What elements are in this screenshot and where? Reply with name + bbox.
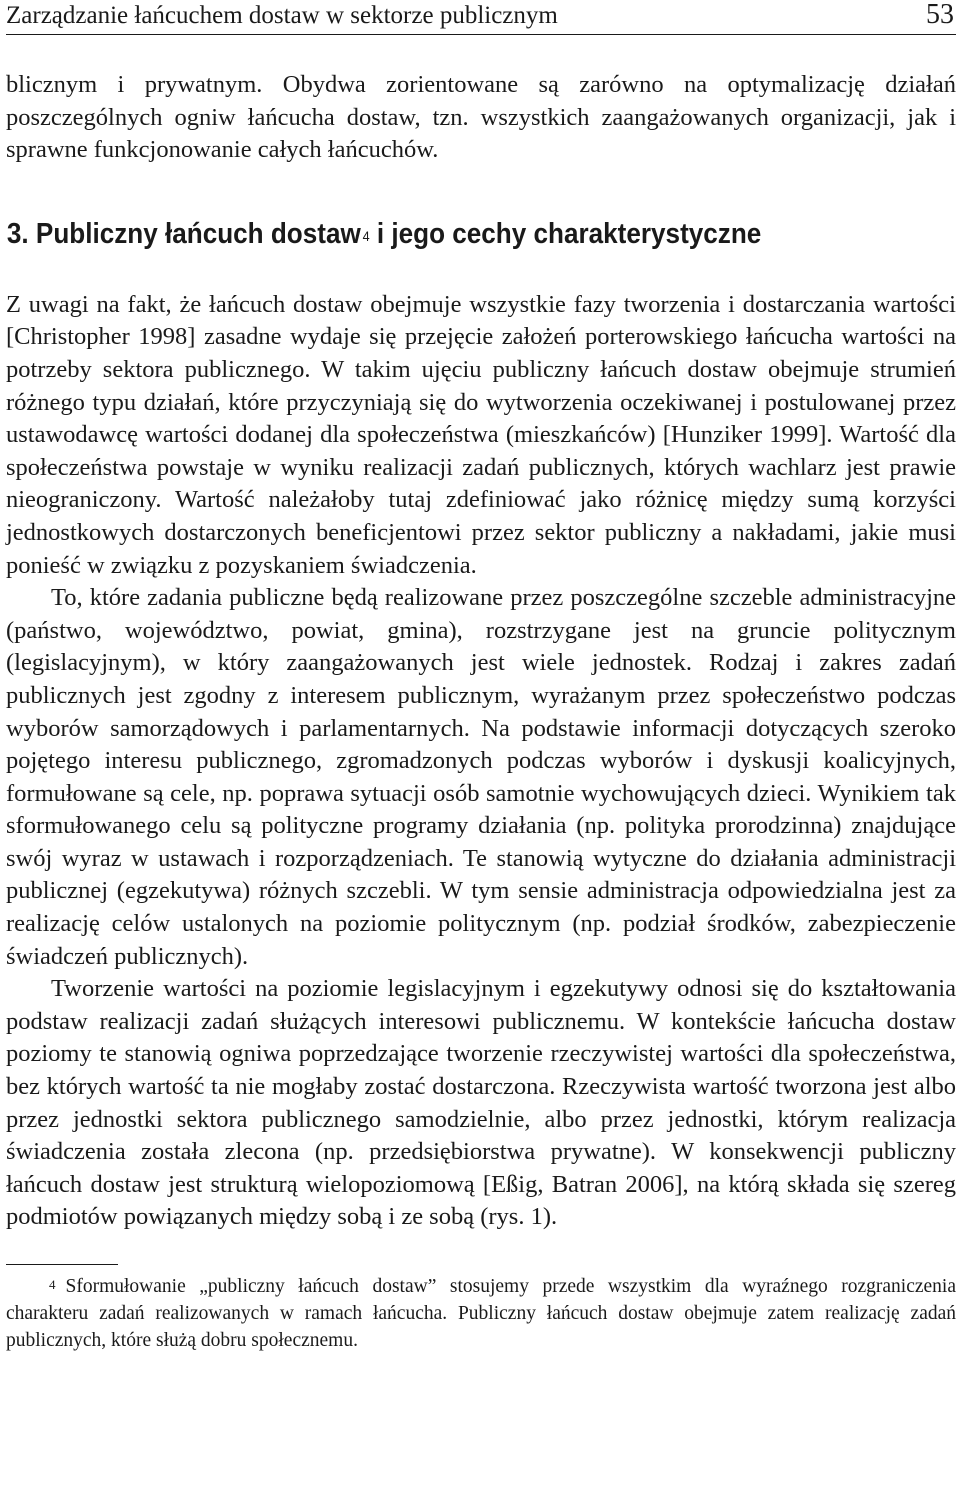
section-heading — [6, 217, 861, 251]
heading-footnote-marker[interactable]: 4 — [362, 227, 370, 244]
paragraph-3: Tworzenie wartości na poziomie legislacyjnym i egzekutywy odnosi się do kształtowania podstaw realizacji zadań służących interesowi publicznemu. W kontekście łańcucha dostaw poziomy te stanowią ogniwa poprzedzające tworzenie rzeczywistej wartości dla społeczeństwa, bez których wartość ta nie mogłaby zostać dostarczona. Rzeczywista wartość tworzona jest albo przez jednostki sektora publicznego samodzielnie, albo przez jednostki, którym realizacja świadczenia została zlecona (np. przedsiębiorstwa prywatne). W konsekwencji publiczny łańcuch dostaw jest strukturą wielopoziomową [Eßig, Batran 2006], na którą składa się szereg podmiotów powiązanych między sobą i ze sobą (rys. 1). — [6, 975, 956, 1231]
footnote — [6, 1273, 956, 1354]
footnote-marker: 4 — [49, 1277, 56, 1292]
page-number: 53 — [926, 0, 954, 30]
section-heading-rest: i jego cechy charakterystyczne — [369, 217, 762, 250]
running-header — [6, 0, 956, 35]
section-heading-main: 3. Publiczny łańcuch dostaw — [6, 217, 361, 250]
document-page — [6, 0, 956, 1354]
paragraph-1: Z uwagi na fakt, że łańcuch dostaw obejmuje wszystkie fazy tworzenia i dostarczania wartości [Christopher 1998] zasadne wydaje się przejęcie założeń porterowskiego łańcucha wartości na potrzeby sektora publicznego. W takim ujęciu publiczny łańcuch dostaw obejmuje strumień różnego typu działań, które przyczyniają się do wytworzenia oczekiwanej i postulowanej przez ustawodawcę wartości dodanej dla społeczeństwa (mieszkańców) [Hunziker 1999]. Wartość dla społeczeństwa powstaje w wyniku realizacji zadań publicznych, których wachlarz jest prawie nieograniczony. Wartość należałoby tutaj zdefiniować jako różnicę między sumą korzyści jednostkowych dostarczonych beneficjentowi przez sektor publiczny a nakładami, jakie musi ponieść w związku z pozyskaniem świadczenia. — [6, 290, 956, 579]
footnote-text: Sformułowanie „publiczny łańcuch dostaw” stosujemy przede wszystkim dla wyraźnego rozgraniczenia charakteru zadań realizowanych w ramach łańcucha. Publiczny łańcuch dostaw obejmuje zatem realizację zadań publicznych, które służą dobru społecznemu. — [6, 1276, 956, 1351]
paragraph-2: To, które zadania publiczne będą realizowane przez poszczególne szczeble administracyjne (państwo, województwo, powiat, gmina), rozstrzygane jest na gruncie politycznym (legislacyjnym), w który zaangażowanych jest wiele jednostek. Rodzaj i zakres zadań publicznych jest zgodny z interesem publicznym, wyrażanym przez społeczeństwo podczas wyborów samorządowych i parlamentarnych. Na podstawie informacji dotyczących szeroko pojętego interesu publicznego, zgromadzonych podczas wyborów i dyskusji koalicyjnych, formułowane są cele, np. poprawa sytuacji osób samotnie wychowujących dzieci. Wynikiem tak sformułowanego celu są polityczne programy działania (np. polityka prorodzinna) znajdujące swój wyraz w ustawach i rozporządzeniach. Te stanowią wytyczne do działania administracji publicznej (egzekutywa) różnych szczebli. W tym sensie administracja odpowiedzialna jest za realizację celów ustalonych na poziomie politycznym (np. podział środków, zabezpieczenie świadczeń publicznych). — [6, 584, 956, 970]
footnote-separator — [6, 1264, 118, 1265]
intro-paragraph: blicznym i prywatnym. Obydwa zorientowane są zarówno na optymalizację działań poszczególnych ogniw łańcucha dostaw, tzn. wszystkich zaangażowanych organizacji, jak i sprawne funkcjonowanie całych łańcuchów. — [6, 71, 956, 164]
running-title: Zarządzanie łańcuchem dostaw w sektorze publicznym — [6, 2, 558, 29]
body-text — [6, 69, 956, 1234]
